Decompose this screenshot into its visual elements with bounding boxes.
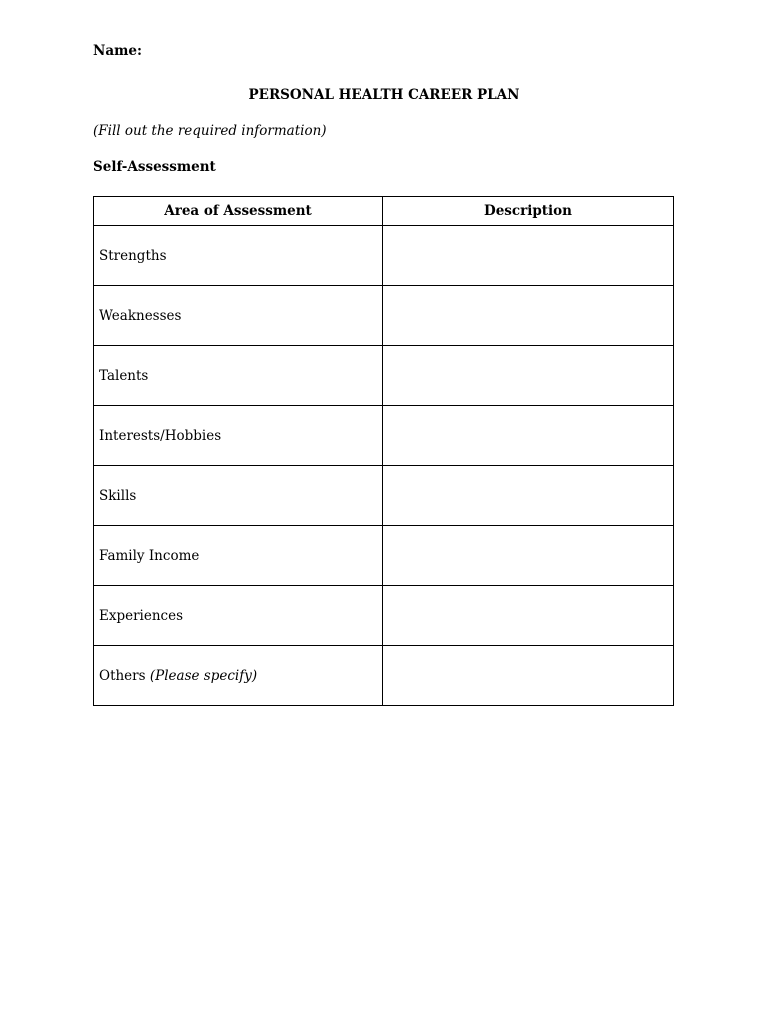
area-cell: Talents xyxy=(94,346,383,406)
area-note: (Please specify) xyxy=(149,667,258,684)
area-cell: Weaknesses xyxy=(94,286,383,346)
description-cell[interactable] xyxy=(383,226,674,286)
area-cell: Family Income xyxy=(94,526,383,586)
area-cell: Experiences xyxy=(94,586,383,646)
description-cell[interactable] xyxy=(383,586,674,646)
description-cell[interactable] xyxy=(383,526,674,586)
page-title: PERSONAL HEALTH CAREER PLAN xyxy=(248,87,520,103)
column-header-description: Description xyxy=(383,197,674,226)
description-cell[interactable] xyxy=(383,406,674,466)
area-label: Others xyxy=(99,667,146,684)
description-cell[interactable] xyxy=(383,346,674,406)
table-header-row xyxy=(94,197,674,226)
table-row xyxy=(94,346,674,406)
table-row xyxy=(94,526,674,586)
instruction-text: (Fill out the required information) xyxy=(93,123,327,139)
table-row xyxy=(94,226,674,286)
description-cell[interactable] xyxy=(383,286,674,346)
column-header-area: Area of Assessment xyxy=(94,197,383,226)
area-cell xyxy=(94,646,383,706)
area-cell: Skills xyxy=(94,466,383,526)
description-cell[interactable] xyxy=(383,466,674,526)
table-row xyxy=(94,406,674,466)
self-assessment-table xyxy=(93,196,674,706)
table-row xyxy=(94,646,674,706)
area-cell: Strengths xyxy=(94,226,383,286)
section-heading-self-assessment: Self-Assessment xyxy=(93,159,216,175)
area-cell: Interests/Hobbies xyxy=(94,406,383,466)
name-label: Name: xyxy=(93,43,142,59)
description-cell[interactable] xyxy=(383,646,674,706)
table-row xyxy=(94,286,674,346)
table-row xyxy=(94,586,674,646)
table-row xyxy=(94,466,674,526)
